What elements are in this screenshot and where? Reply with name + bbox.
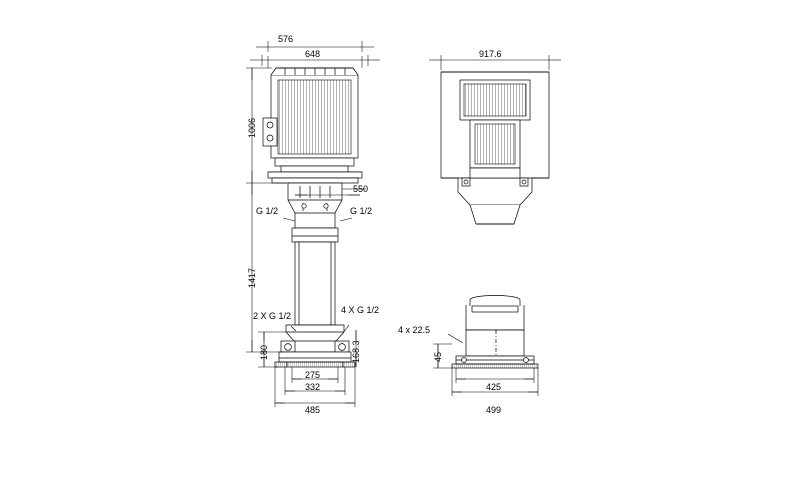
- dimension-332: 332: [305, 382, 321, 392]
- dimension-1006: 1006: [247, 117, 257, 138]
- dimension-648: 648: [305, 49, 321, 59]
- dimension-1417: 1417: [247, 267, 257, 288]
- dimension-425: 425: [486, 382, 502, 392]
- callout-4x-22-5: 4 x 22.5: [398, 325, 431, 335]
- dimension-485: 485: [305, 405, 321, 415]
- front-view-geometry: [263, 68, 362, 367]
- dimension-550: 550: [353, 184, 369, 194]
- dimension-576: 576: [278, 34, 294, 44]
- dimension-917-6: 917.6: [479, 49, 502, 59]
- top-view-geometry: [448, 296, 538, 369]
- callout-g-half-right: G 1/2: [350, 206, 373, 216]
- side-view-geometry: [441, 72, 549, 224]
- dimension-275: 275: [305, 370, 321, 380]
- callout-2x-g-half: 2 X G 1/2: [253, 311, 292, 321]
- dimension-168-3: 168.3: [351, 340, 361, 363]
- callout-4x-g-half: 4 X G 1/2: [341, 305, 380, 315]
- dimension-499: 499: [486, 405, 502, 415]
- dimension-45: 45: [433, 351, 443, 362]
- callout-g-half-left: G 1/2: [256, 206, 279, 216]
- dimension-180: 180: [259, 344, 269, 360]
